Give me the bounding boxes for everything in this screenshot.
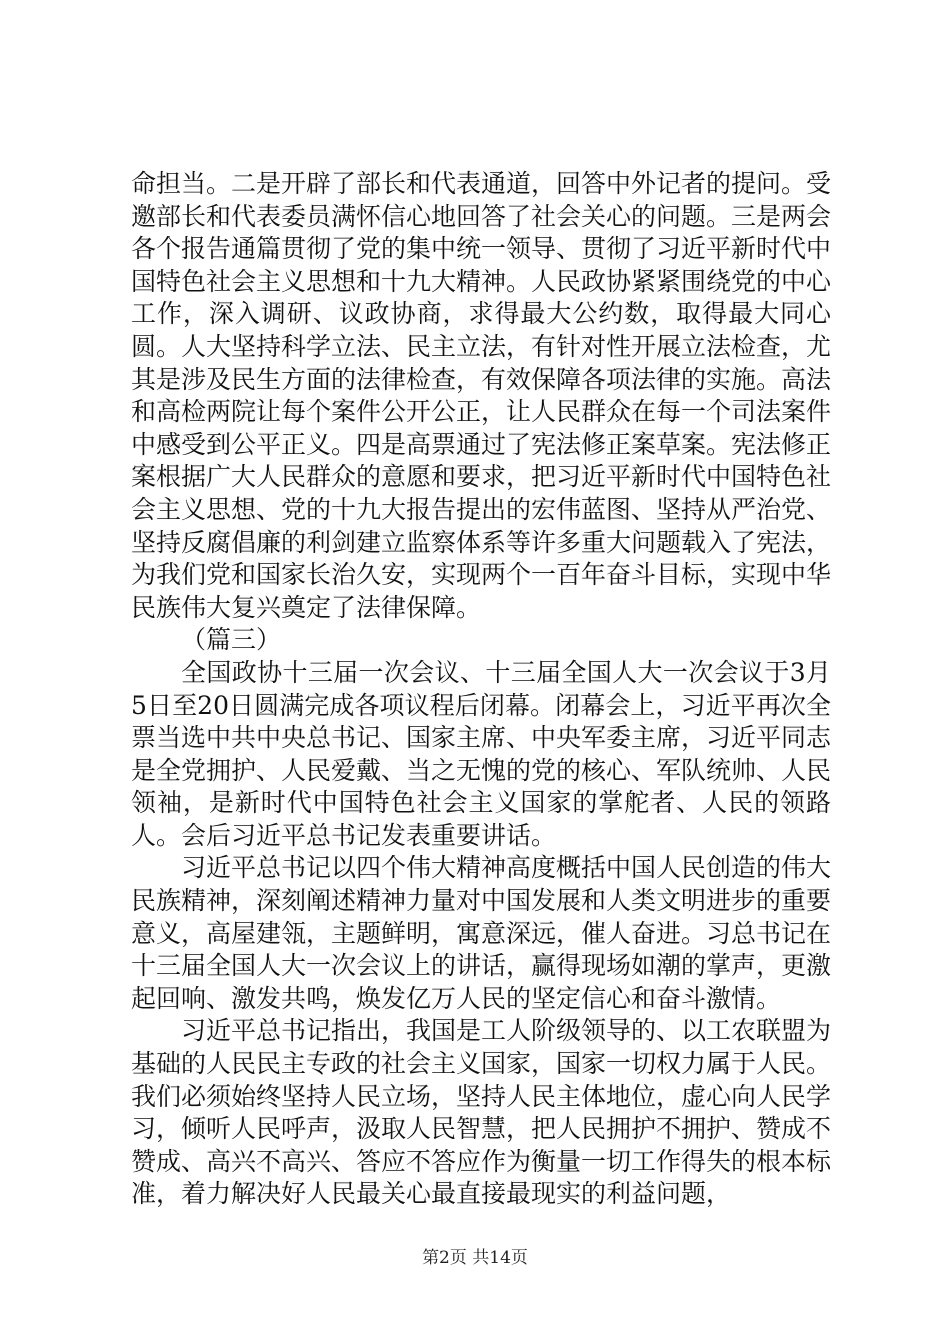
paragraph: 习近平总书记指出，我国是工人阶级领导的、以工农联盟为基础的人民民主专政的社会主义国家，国家一切权力属于人民。我们必须始终坚持人民立场，坚持人民主体地位，虚心向人民学习，倾听人民呼声，汲取人民智慧，把人民拥护不拥护、赞成不赞成、高兴不高兴、答应不答应作为衡量一切工作得失的根本标准，着力解决好人民最关心最直接最现实的利益问题，	[131, 1016, 832, 1209]
page-number-footer: 第2页 共14页	[422, 1248, 528, 1268]
document-body	[131, 168, 831, 1211]
paragraph: 全国政协十三届一次会议、十三届全国人大一次会议于3月5日至20日圆满完成各项议程后闭幕。闭幕会上，习近平再次全票当选中共中央总书记、国家主席、中央军委主席，习近平同志是全党拥护、人民爱戴、当之无愧的党的核心、军队统帅、人民领袖，是新时代中国特色社会主义国家的掌舵者、人民的领路人。会后习近平总书记发表重要讲话。	[131, 657, 832, 850]
paragraph-continuation: 命担当。二是开辟了部长和代表通道，回答中外记者的提问。受邀部长和代表委员满怀信心地回答了社会关心的问题。三是两会各个报告通篇贯彻了党的集中统一领导、贯彻了习近平新时代中国特色社会主义思想和十九大精神。人民政协紧紧围绕党的中心工作，深入调研、议政协商，求得最大公约数，取得最大同心圆。人大坚持科学立法、民主立法，有针对性开展立法检查，尤其是涉及民生方面的法律检查，有效保障各项法律的实施。高法和高检两院让每个案件公开公正，让人民群众在每一个司法案件中感受到公平正义。四是高票通过了宪法修正案草案。宪法修正案根据广大人民群众的意愿和要求，把习近平新时代中国特色社会主义思想、党的十九大报告提出的宏伟蓝图、坚持从严治党、坚持反腐倡廉的利剑建立监察体系等许多重大问题载入了宪法，为我们党和国家长治久安，实现两个一百年奋斗目标，实现中华民族伟大复兴奠定了法律保障。	[131, 169, 832, 622]
paragraph: 习近平总书记以四个伟大精神高度概括中国人民创造的伟大民族精神，深刻阐述精神力量对中国发展和人类文明进步的重要意义，高屋建瓴，主题鲜明，寓意深远，催人奋进。习总书记在十三届全国人大一次会议上的讲话，赢得现场如潮的掌声，更激起回响、激发共鸣，焕发亿万人民的坚定信心和奋斗激情。	[131, 853, 832, 1013]
section-heading: （篇三）	[181, 625, 282, 655]
